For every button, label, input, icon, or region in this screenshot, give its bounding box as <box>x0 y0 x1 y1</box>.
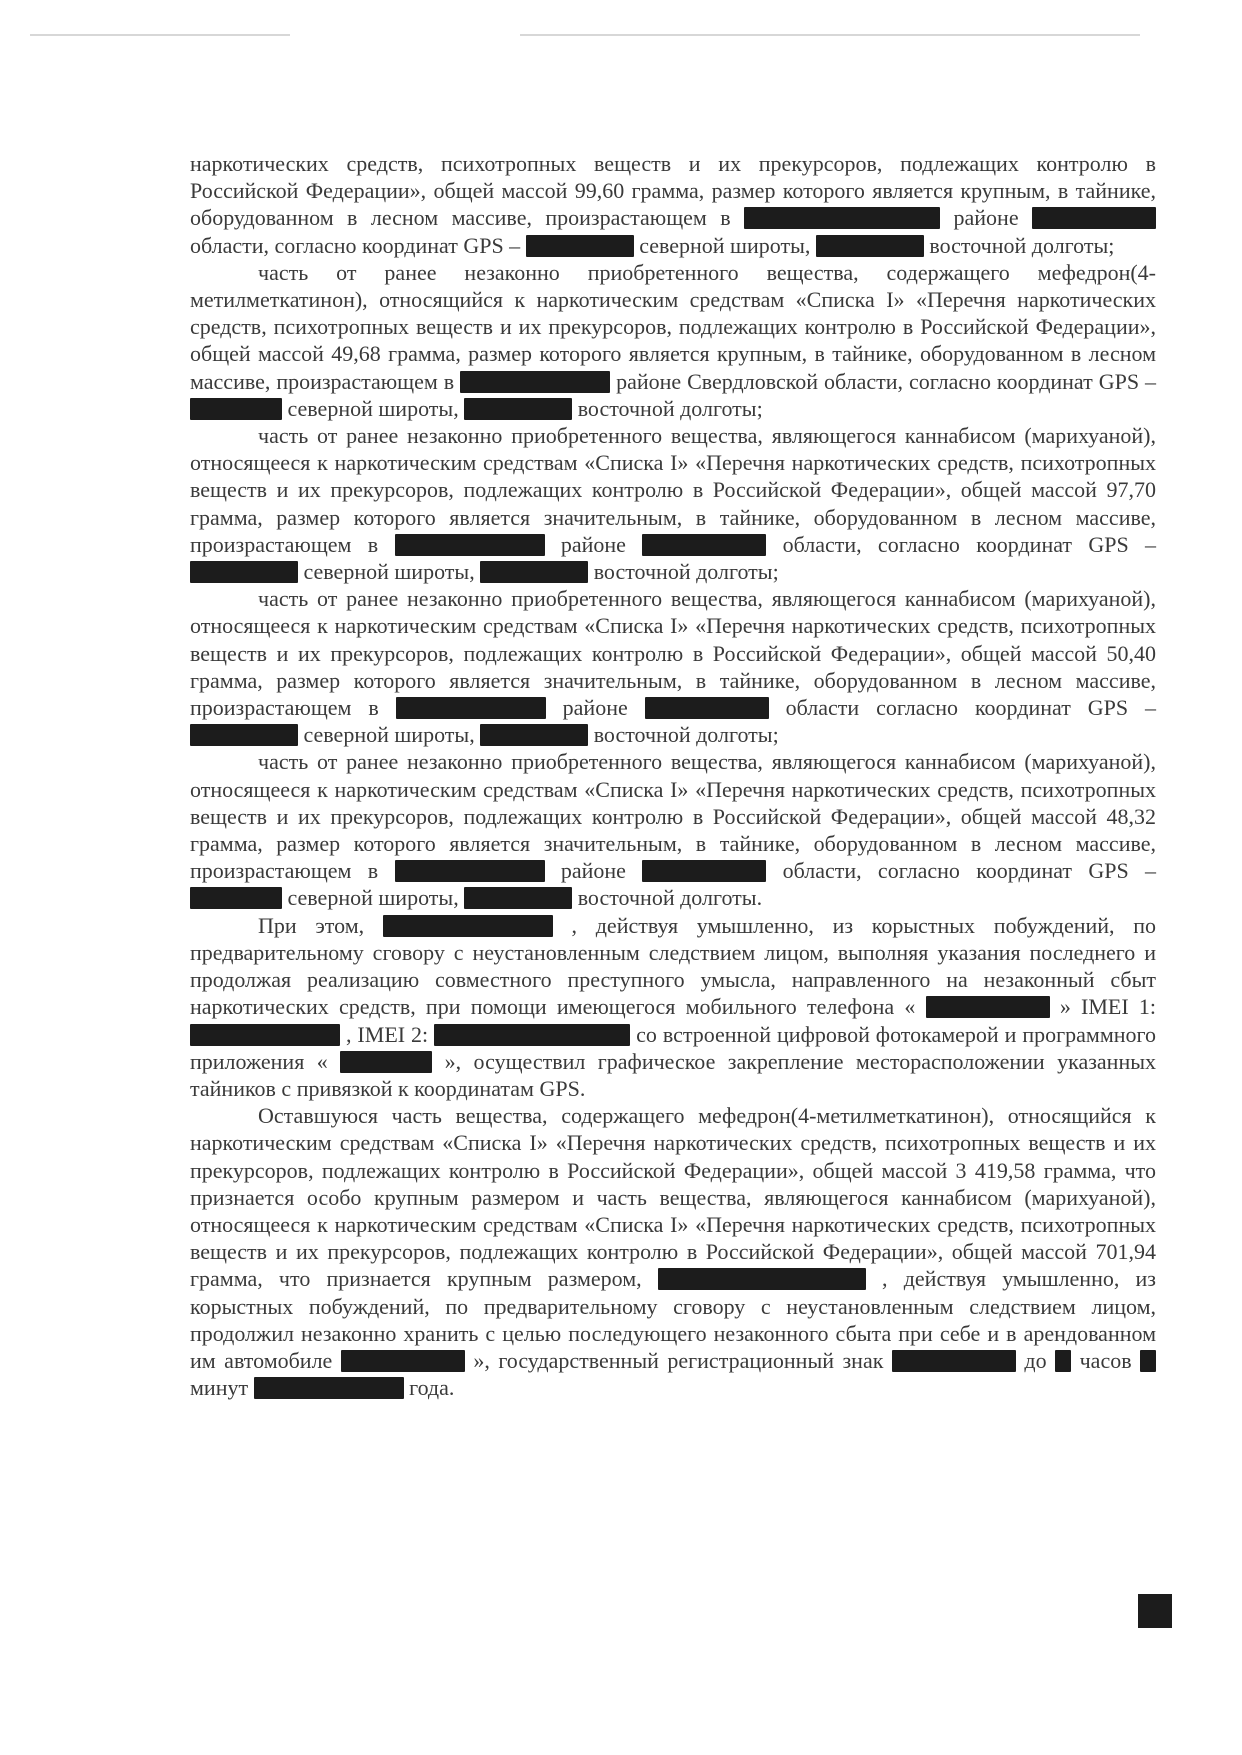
text: районе <box>562 695 628 721</box>
text: северной широты, <box>639 232 811 258</box>
redaction <box>480 724 588 746</box>
redaction <box>341 1350 465 1372</box>
scan-edge-left <box>30 34 290 36</box>
paragraph-5 <box>190 748 1156 911</box>
text: часть от ранее незаконно приобретенного вещества, являющегося каннабисом (марихуаной), относящееся к наркотическим средствам «Списка I» «Перечня наркотических средств, психотропных веществ и их прекурсоров, подлежащих контролю в Российской Федерации», общей массой 50,40 грамма, размер которого является значительным, в тайнике, оборудованном в лесном массиве, произрастающем в <box>190 586 1156 721</box>
redaction <box>254 1377 404 1399</box>
text: северной широты, <box>303 722 475 748</box>
redaction <box>1032 207 1156 229</box>
redaction <box>460 371 610 393</box>
text: часть от ранее незаконно приобретенного вещества, являющегося каннабисом (марихуаной), относящееся к наркотическим средствам «Списка I» «Перечня наркотических средств, психотропных веществ и их прекурсоров, подлежащих контролю в Российской Федерации», общей массой 48,32 грамма, размер которого является значительным, в тайнике, оборудованном в лесном массиве, произрастающем в <box>190 749 1156 884</box>
paragraph-7 <box>190 1102 1156 1401</box>
redaction <box>642 534 766 556</box>
text: восточной долготы. <box>577 885 763 911</box>
redaction <box>526 235 634 257</box>
paragraph-4 <box>190 585 1156 748</box>
text: часть от ранее незаконно приобретенного вещества, являющегося каннабисом (марихуаной), относящееся к наркотическим средствам «Списка I» «Перечня наркотических средств, психотропных веществ и их прекурсоров, подлежащих контролю в Российской Федерации», общей массой 97,70 грамма, размер которого является значительным, в тайнике, оборудованном в лесном массиве, произрастающем в <box>190 423 1156 557</box>
redaction <box>645 697 769 719</box>
text: , IMEI 2: <box>345 1021 429 1047</box>
scan-edge-right <box>520 34 1140 36</box>
paragraph-1 <box>190 150 1156 259</box>
text: Оставшуюся часть вещества, содержащего мефедрон(4-метилметкатинон), относящийся к наркотическим средствам «Списка I» «Перечня наркотических средств, психотропных веществ и их прекурсоров, подлежащих контролю в Российской Федерации», общей массой 3 419,58 грамма, что признается особо крупным размером и часть вещества, являющегося каннабисом (марихуаной), относящееся к наркотическим средствам «Списка I» «Перечня наркотических средств, психотропных веществ и их прекурсоров, подлежащих контролю в Российской Федерации», общей массой 701,94 грамма, что признается крупным размером, <box>190 1103 1156 1292</box>
paragraph-6 <box>190 912 1156 1102</box>
text: области согласно координат GPS – <box>785 695 1157 721</box>
text: северной широты, <box>287 885 459 911</box>
text: восточной долготы; <box>593 722 779 748</box>
redaction <box>396 697 546 719</box>
redaction <box>464 398 572 420</box>
text: » IMEI 1: <box>1059 994 1157 1020</box>
redaction <box>1140 1350 1156 1372</box>
text: года. <box>409 1375 455 1401</box>
redaction <box>190 724 298 746</box>
page-corner-redaction <box>1138 1594 1172 1628</box>
text: восточной долготы; <box>929 232 1115 258</box>
text: При этом, <box>258 912 365 938</box>
text: области, согласно координат GPS – <box>782 531 1157 557</box>
redaction <box>340 1051 432 1073</box>
text: области, согласно координат GPS – <box>782 858 1157 884</box>
text: области, согласно координат GPS – <box>190 232 521 258</box>
text: северной широты, <box>287 395 459 421</box>
paragraph-3 <box>190 422 1156 585</box>
text: районе Свердловской области, согласно координат GPS – <box>616 368 1157 394</box>
redaction <box>395 534 545 556</box>
text: часов <box>1079 1347 1132 1373</box>
redaction <box>383 915 553 937</box>
text: », государственный регистрационный знак <box>473 1347 884 1373</box>
redaction <box>480 561 588 583</box>
text: до <box>1024 1347 1047 1373</box>
text: восточной долготы; <box>593 559 779 585</box>
text: , действуя умышленно, из корыстных побуждений, по предварительному сговору с неустановленным следствием лицом, выполняя указания последнего и продолжая реализацию совместного преступного умысла, направленного на незаконный сбыт наркотических средств, при помощи имеющегося мобильного телефона « <box>190 912 1157 1020</box>
text: районе <box>953 205 1019 231</box>
redaction <box>434 1024 630 1046</box>
text: районе <box>560 531 626 557</box>
document-page <box>190 150 1156 1401</box>
text: районе <box>560 858 626 884</box>
text: минут <box>190 1375 249 1401</box>
redaction <box>642 860 766 882</box>
redaction <box>395 860 545 882</box>
redaction <box>190 1024 340 1046</box>
redaction <box>190 398 282 420</box>
redaction <box>892 1350 1016 1372</box>
text: северной широты, <box>303 559 475 585</box>
redaction <box>816 235 924 257</box>
redaction <box>464 887 572 909</box>
redaction <box>658 1268 866 1290</box>
text: , действуя умышленно, из корыстных побуждений, по предварительному сговору с неустановленным следствием лицом, продолжил незаконно хранить с целью последующего незаконного сбыта при себе и в арендованном им автомобиле <box>190 1266 1156 1373</box>
text: наркотических средств, психотропных веществ и их прекурсоров, подлежащих контролю в Российской Федерации», общей массой 99,60 грамма, размер которого является крупным, в тайнике, оборудованном в лесном массиве, произрастающем в <box>190 151 1156 231</box>
redaction <box>926 996 1050 1018</box>
text: со встроенной цифровой фотокамерой и программного приложения « <box>190 1021 1157 1074</box>
redaction <box>190 887 282 909</box>
text: часть от ранее незаконно приобретенного вещества, содержащего мефедрон(4-метилметкатинон), относящийся к наркотическим средствам «Списка I» «Перечня наркотических средств, психотропных веществ и их прекурсоров, подлежащих контролю в Российской Федерации», общей массой 49,68 грамма, размер которого является крупным, в тайнике, оборудованном в лесном массиве, произрастающем в <box>190 259 1156 394</box>
text: восточной долготы; <box>577 395 763 421</box>
redaction <box>744 207 940 229</box>
text: », осуществил графическое закрепление месторасположении указанных тайников с привязкой к координатам GPS. <box>190 1048 1157 1101</box>
paragraph-2 <box>190 259 1156 422</box>
redaction <box>190 561 298 583</box>
redaction <box>1055 1350 1071 1372</box>
